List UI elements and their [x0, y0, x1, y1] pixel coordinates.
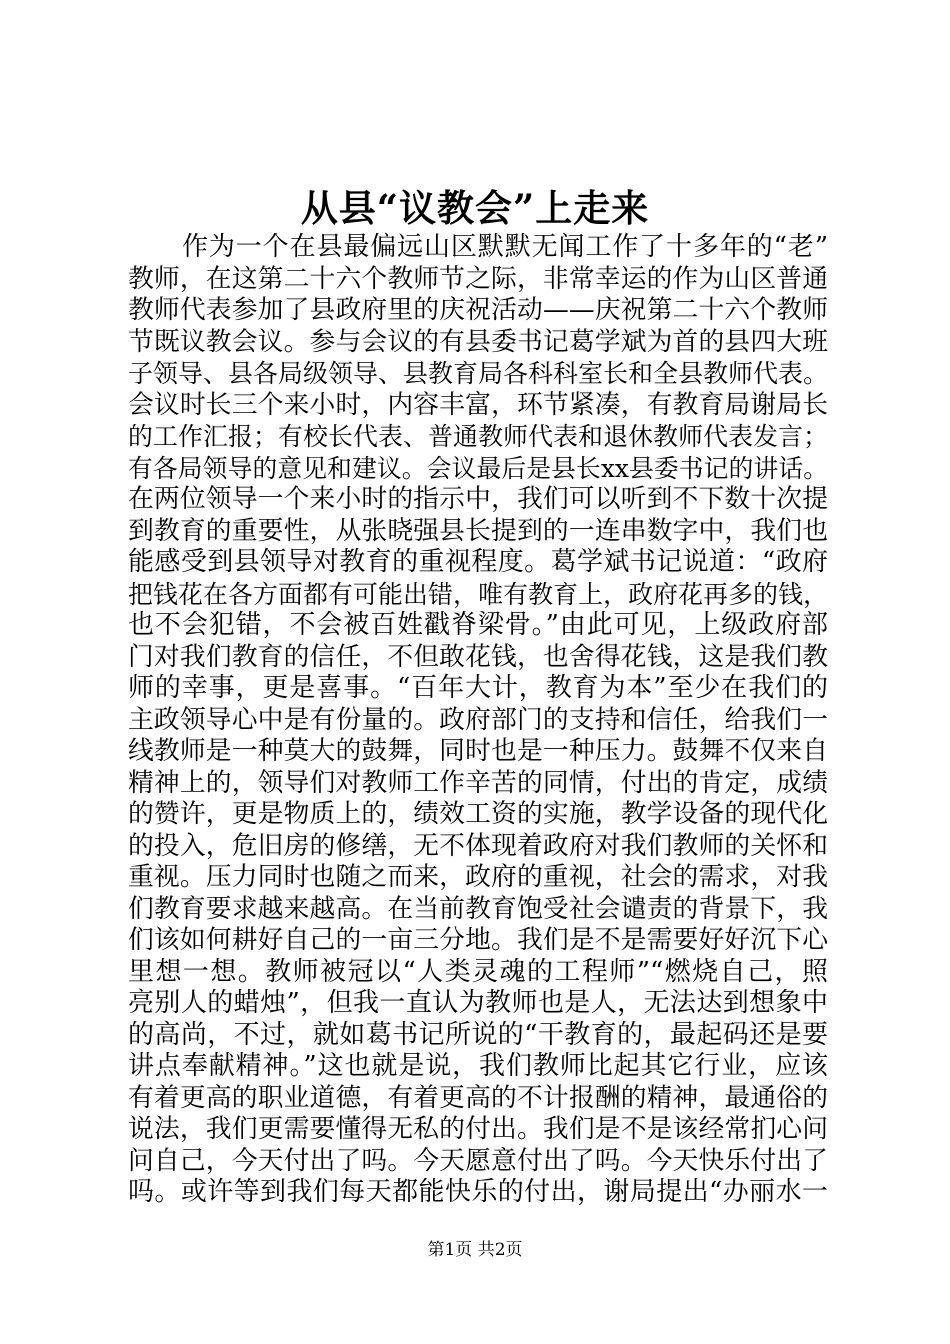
body-line: 把钱花在各方面都有可能出错，唯有教育上，政府花再多的钱，: [128, 579, 828, 609]
body-line: 说法，我们更需要懂得无私的付出。我们是不是该经常扪心问: [128, 1114, 828, 1144]
document-title: 从县“议教会”上走来: [300, 186, 650, 230]
body-line: 线教师是一种莫大的鼓舞，同时也是一种压力。鼓舞不仅来自: [128, 736, 828, 766]
body-line: 教师，在这第二十六个教师节之际，非常幸运的作为山区普通: [128, 263, 828, 294]
body-line: 的工作汇报；有校长代表、普通教师代表和退休教师代表发言；: [128, 422, 828, 451]
body-line: 们教育要求越来越高。在当前教育饱受社会谴责的背景下，我: [128, 893, 828, 924]
body-line: 有各局领导的意见和建议。会议最后是县长xx县委书记的讲话。: [128, 453, 828, 483]
body-line: 教师代表参加了县政府里的庆祝活动——庆祝第二十六个教师: [128, 295, 828, 325]
body-line: 会议时长三个来小时，内容丰富，环节紧凑，有教育局谢局长: [128, 389, 828, 420]
body-line: 在两位领导一个来小时的指示中，我们可以听到不下数十次提: [128, 484, 828, 514]
body-line: 作为一个在县最偏远山区默默无闻工作了十多年的“老”: [182, 232, 828, 262]
body-line: 到教育的重要性，从张晓强县长提到的一连串数字中，我们也: [128, 515, 828, 546]
body-line: 子领导、县各局级领导、县教育局各科科室长和全县教师代表。: [128, 359, 828, 388]
body-line: 师的幸事，更是喜事。“百年大计，教育为本”至少在我们的: [128, 673, 828, 703]
body-line: 问自己，今天付出了吗。今天愿意付出了吗。今天快乐付出了: [128, 1145, 828, 1176]
body-line: 的赞许，更是物质上的，绩效工资的实施，教学设备的现代化: [128, 799, 828, 829]
body-line: 的投入，危旧房的修缮，无不体现着政府对我们教师的关怀和: [128, 830, 828, 861]
body-line: 门对我们教育的信任，不但敢花钱，也舍得花钱，这是我们教: [128, 641, 828, 672]
body-line: 吗。或许等到我们每天都能快乐的付出，谢局提出“办丽水一: [128, 1177, 828, 1207]
body-line: 主政领导心中是有份量的。政府部门的支持和信任，给我们一: [128, 704, 828, 735]
body-line: 节既议教会议。参与会议的有县委书记葛学斌为首的县四大班: [128, 326, 828, 357]
page-footer: 第1页 共2页: [427, 1240, 523, 1260]
body-line: 讲点奉献精神。”这也就是说，我们教师比起其它行业，应该: [128, 1051, 828, 1081]
body-line: 能感受到县领导对教育的重视程度。葛学斌书记说道：“政府: [128, 547, 828, 577]
body-line: 也不会犯错，不会被百姓戳脊梁骨。”由此可见，上级政府部: [128, 610, 828, 640]
body-line: 亮别人的蜡烛”，但我一直认为教师也是人，无法达到想象中: [128, 988, 828, 1018]
body-line: 的高尚，不过，就如葛书记所说的“干教育的，最起码还是要: [128, 1019, 828, 1050]
body-text: [128, 232, 828, 1209]
body-line: 有着更高的职业道德，有着更高的不计报酬的精神，最通俗的: [128, 1082, 828, 1113]
body-line: 里想一想。教师被冠以“人类灵魂的工程师”“燃烧自己，照: [128, 956, 828, 987]
body-line: 重视。压力同时也随之而来，政府的重视，社会的需求，对我: [128, 862, 828, 892]
body-line: 精神上的，领导们对教师工作辛苦的同情，付出的肯定，成绩: [128, 767, 828, 798]
body-line: 们该如何耕好自己的一亩三分地。我们是不是需要好好沉下心: [128, 925, 828, 955]
